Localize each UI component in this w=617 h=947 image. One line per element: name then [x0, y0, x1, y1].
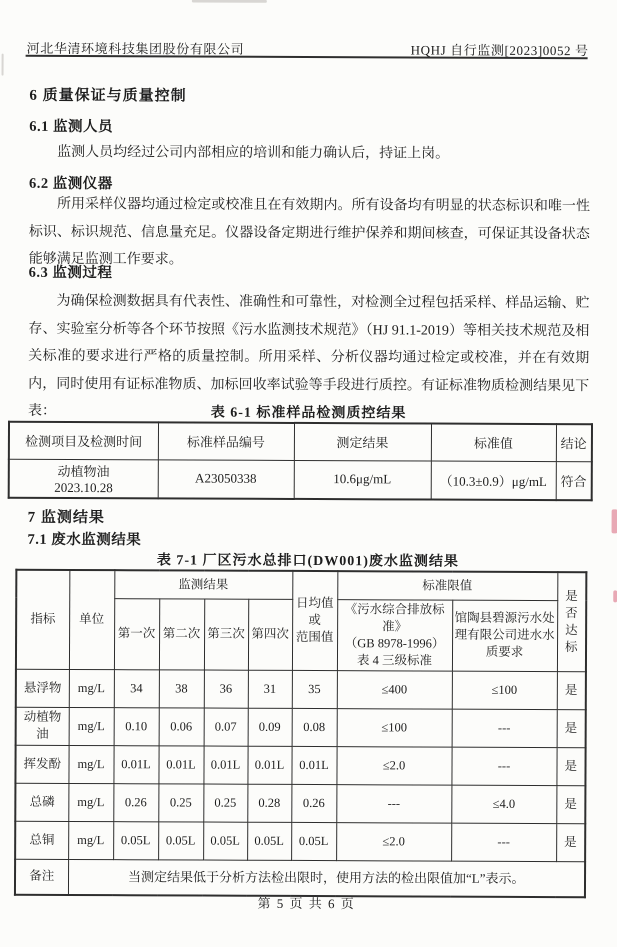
t71-compliant: 是	[557, 709, 586, 747]
t61-measured: 10.6μg/mL	[294, 460, 431, 500]
t71-daily: 0.08	[292, 708, 337, 746]
t71-header-limit-plant: 馆陶县碧源污水处理有限公司进水水质要求	[452, 600, 557, 671]
t71-remark-label: 备注	[15, 859, 68, 895]
t61-header-conclusion: 结论	[556, 424, 592, 461]
t71-daily: 35	[292, 670, 337, 708]
t71-run3: 0.05L	[203, 822, 247, 860]
t71-header-monitor-group: 监测结果	[114, 570, 292, 599]
t61-conclusion: 符合	[556, 461, 592, 500]
table-7-1	[14, 569, 587, 898]
t71-limit-plant: ---	[451, 747, 556, 785]
t71-row-animal-vegetable-oil	[16, 707, 586, 747]
t71-limit-gb: ≤2.0	[336, 822, 451, 861]
t71-limit-plant: ---	[451, 823, 556, 861]
t61-header-item-time: 检测项目及检测时间	[9, 422, 158, 460]
header-company-name: 河北华清环境科技集团股份有限公司	[26, 40, 245, 57]
t71-remark-text: 当测定结果低于分析方法检出限时，使用方法的检出限值加“L”表示。	[68, 859, 585, 897]
t71-limit-gb: ≤400	[337, 670, 452, 709]
t71-limit-plant: ≤4.0	[451, 785, 556, 823]
t61-cell-item-time	[9, 459, 158, 499]
t71-run1: 0.01L	[113, 745, 158, 783]
t71-run1: 34	[114, 669, 159, 707]
t71-header-compliance: 是否 达标	[557, 572, 586, 671]
t71-indicator: 总铜	[15, 821, 68, 859]
section-6-1-title: 6.1 监测人员	[29, 118, 114, 136]
t71-run2: 0.06	[159, 707, 204, 745]
scan-smudge-left	[2, 54, 4, 76]
t71-limit-plant: ---	[452, 709, 557, 747]
section-6-1-paragraph: 监测人员均经过公司内部相应的培训和能力确认后，持证上岗。	[57, 144, 450, 162]
t71-run2: 0.01L	[158, 745, 203, 783]
t71-limit-plant: ≤100	[452, 671, 557, 709]
t61-standard-value: （10.3±0.9）μg/mL	[431, 461, 556, 501]
t71-run3: 0.25	[203, 784, 247, 822]
t71-unit: mg/L	[69, 669, 114, 707]
t71-run2: 0.25	[158, 783, 203, 821]
section-7-1-title: 7.1 废水监测结果	[27, 531, 142, 549]
t71-compliant: 是	[556, 823, 585, 861]
t61-header-sample-no: 标准样品编号	[158, 422, 294, 460]
pink-scan-artifact-small	[613, 590, 617, 602]
t71-limit-gb: ≤2.0	[336, 746, 451, 785]
t71-run4: 0.05L	[247, 822, 291, 860]
section-7-title: 7 监测结果	[27, 509, 105, 527]
table-6-1-header-row	[9, 422, 592, 462]
section-6-3-paragraph: 为确保检测数据具有代表性、准确性和可靠性，对检测全过程包括采样、样品运输、贮存、实验室分析等各个环节按照《污水监测技术规范》（HJ 91.1-2019）等相关技术规范及相关标准的要求进行严格的质量控制。所用采样、分析仪器均通过检定或校准，并在有效期内，同时使用有证标准物质、加标回收率试验等手段进行质控。有证标准物质检测结果见下表：	[28, 293, 590, 420]
t71-run4: 0.28	[247, 784, 291, 822]
table-6-1-data-row	[9, 459, 592, 501]
t61-header-standard: 标准值	[431, 424, 556, 462]
t71-header-run-1: 第一次	[114, 598, 159, 669]
t71-run3: 0.07	[204, 708, 248, 746]
t71-run1: 0.10	[114, 707, 159, 745]
t71-row-suspended-solids	[16, 669, 586, 709]
t71-header-unit: 单位	[69, 570, 114, 669]
section-6-title: 6 质量保证与质量控制	[29, 87, 187, 105]
t71-header-limits-group: 标准限值	[337, 571, 557, 600]
t71-run1: 0.26	[113, 783, 158, 821]
section-6-2-paragraph: 所用采样仪器均通过检定或校准且在有效期内。所有设备均有明显的状态标识和唯一性标识、标识规范、信息量充足。仪器设备定期进行维护保养和期间核查，可保证其设备状态能够满足监测工作要求。	[28, 196, 590, 268]
t71-header-run-3: 第三次	[204, 599, 248, 670]
pink-scan-artifact	[612, 509, 617, 533]
t71-unit: mg/L	[68, 745, 113, 783]
t71-indicator: 挥发酚	[15, 745, 68, 783]
section-6-2-title: 6.2 监测仪器	[29, 175, 113, 193]
t71-limit-gb: ---	[336, 784, 451, 823]
t71-header-tier1	[16, 570, 586, 600]
t71-unit: mg/L	[68, 783, 113, 821]
t71-row-total-copper	[15, 821, 585, 861]
scan-smudge-top	[192, 0, 267, 3]
table-6-1	[8, 421, 593, 502]
t71-indicator: 悬浮物	[16, 669, 69, 707]
t71-run4: 0.01L	[247, 746, 291, 784]
t71-unit: mg/L	[69, 707, 114, 745]
t71-run1: 0.05L	[113, 821, 158, 859]
t61-header-measured: 测定结果	[294, 423, 431, 461]
t71-header-limit-gb: 《污水综合排放标准》 （GB 8978-1996） 表 4 三级标准	[337, 599, 452, 671]
table-6-1-caption: 表 6-1 标准样品检测质控结果	[210, 405, 407, 422]
t71-compliant: 是	[556, 747, 585, 785]
t61-sample-no: A23050338	[158, 459, 294, 499]
section-6-3-title: 6.3 监测过程	[28, 264, 113, 282]
t61-date: 2023.10.28	[54, 479, 113, 495]
t71-limit-gb: ≤100	[337, 708, 452, 747]
table-7-1-caption: 表 7-1 厂区污水总排口(DW001)废水监测结果	[156, 553, 459, 570]
t71-run4: 31	[248, 670, 292, 708]
t71-row-total-phosphorus	[15, 783, 585, 823]
page-number: 第 5 页 共 6 页	[257, 895, 356, 912]
t71-row-volatile-phenol	[15, 745, 585, 785]
t71-indicator: 总磷	[15, 783, 68, 821]
t71-daily: 0.01L	[291, 746, 336, 784]
t71-daily: 0.26	[291, 784, 336, 822]
t71-run3: 36	[204, 670, 248, 708]
t71-header-run-4: 第四次	[248, 599, 292, 670]
t71-header-run-2: 第二次	[159, 598, 204, 669]
t71-compliant: 是	[557, 671, 586, 709]
t71-run4: 0.09	[248, 708, 292, 746]
t71-run2: 0.05L	[158, 821, 203, 859]
t71-run3: 0.01L	[203, 746, 247, 784]
header-doc-number: HQHJ 自行监测[2023]0052 号	[410, 42, 589, 59]
t61-item: 动植物油	[57, 463, 110, 479]
t71-run2: 38	[159, 669, 204, 707]
t71-daily: 0.05L	[291, 822, 336, 860]
t71-compliant: 是	[556, 785, 585, 823]
t71-unit: mg/L	[68, 821, 113, 859]
t71-indicator: 动植物油	[16, 707, 69, 745]
t71-header-indicator: 指标	[16, 570, 69, 669]
t71-header-daily-avg: 日均值或 范围值	[292, 571, 337, 670]
